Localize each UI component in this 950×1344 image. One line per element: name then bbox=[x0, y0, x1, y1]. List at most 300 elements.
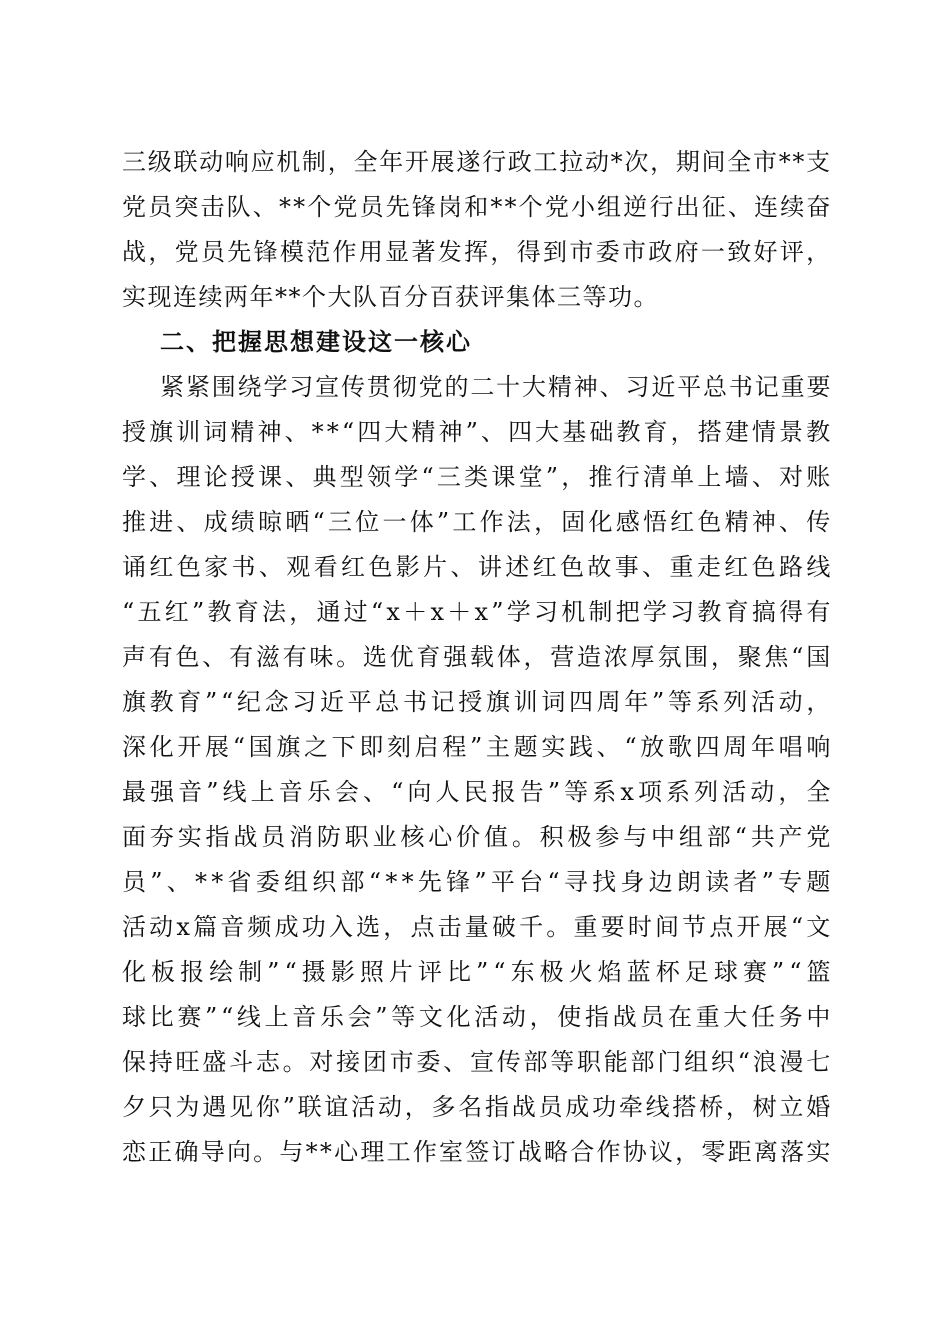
glyph: 杯 bbox=[655, 958, 682, 986]
glyph: 消 bbox=[289, 823, 315, 851]
glyph: 应 bbox=[250, 148, 277, 176]
glyph: 、 bbox=[166, 868, 193, 896]
glyph: “ bbox=[791, 643, 805, 671]
glyph: 击 bbox=[200, 193, 226, 221]
glyph: ， bbox=[534, 508, 560, 536]
paragraph-line bbox=[122, 635, 832, 680]
glyph: 围 bbox=[684, 643, 710, 671]
glyph: 室 bbox=[439, 1138, 465, 1166]
glyph: 七 bbox=[806, 1048, 832, 1076]
paragraph-line bbox=[122, 455, 832, 500]
glyph: 实 bbox=[177, 823, 204, 851]
glyph: 战 bbox=[122, 238, 148, 266]
glyph: ” bbox=[474, 868, 489, 896]
glyph: 化 bbox=[588, 508, 614, 536]
glyph: 法 bbox=[261, 598, 288, 626]
glyph: “ bbox=[122, 598, 136, 626]
glyph: 告 bbox=[519, 778, 546, 806]
glyph: 搞 bbox=[751, 598, 778, 626]
glyph: ， bbox=[561, 463, 587, 491]
glyph: 极 bbox=[539, 958, 566, 986]
glyph: 在 bbox=[667, 1003, 694, 1031]
glyph: 员 bbox=[148, 193, 174, 221]
glyph: 见 bbox=[229, 1093, 255, 1121]
glyph: 色 bbox=[368, 553, 394, 581]
glyph: 滋 bbox=[255, 643, 282, 671]
glyph: * bbox=[211, 868, 225, 896]
glyph: 板 bbox=[151, 958, 177, 986]
glyph: 三 bbox=[328, 508, 354, 536]
glyph: ， bbox=[778, 778, 804, 806]
glyph: 宣 bbox=[315, 373, 341, 401]
glyph: 参 bbox=[595, 823, 621, 851]
glyph: 动 bbox=[501, 1003, 528, 1031]
glyph: 显 bbox=[385, 238, 411, 266]
glyph: * bbox=[278, 193, 293, 221]
glyph: 得 bbox=[516, 238, 543, 266]
glyph: 民 bbox=[463, 778, 490, 806]
glyph: 四 bbox=[508, 418, 534, 446]
glyph: 红 bbox=[670, 508, 696, 536]
glyph: 个 bbox=[307, 193, 333, 221]
glyph: “ bbox=[220, 688, 235, 716]
glyph: 身 bbox=[620, 868, 646, 896]
glyph: 授 bbox=[458, 688, 484, 716]
glyph: 四 bbox=[568, 688, 595, 716]
glyph: 大 bbox=[535, 418, 561, 446]
glyph: 系 bbox=[592, 778, 618, 806]
paragraph-1 bbox=[122, 140, 832, 320]
glyph: 课 bbox=[491, 463, 517, 491]
glyph: 论 bbox=[203, 463, 230, 491]
glyph: 政 bbox=[507, 148, 534, 176]
glyph: 指 bbox=[485, 1093, 511, 1121]
glyph: ” bbox=[150, 868, 165, 896]
glyph: 音 bbox=[220, 913, 246, 941]
glyph: * bbox=[195, 868, 209, 896]
glyph: 育 bbox=[416, 643, 442, 671]
glyph: ， bbox=[650, 148, 676, 176]
glyph: 进 bbox=[149, 508, 175, 536]
glyph: 有 bbox=[148, 643, 175, 671]
glyph: 系 bbox=[666, 778, 692, 806]
glyph: “ bbox=[737, 1048, 752, 1076]
glyph: 训 bbox=[513, 688, 540, 716]
paragraph-line bbox=[122, 140, 832, 185]
glyph: 音 bbox=[278, 778, 305, 806]
glyph: 组 bbox=[597, 193, 623, 221]
glyph: 动 bbox=[199, 148, 225, 176]
glyph: * bbox=[319, 1138, 334, 1166]
glyph: 习 bbox=[670, 598, 696, 626]
glyph: * bbox=[490, 193, 504, 221]
glyph: 神 bbox=[438, 418, 464, 446]
glyph: 报 bbox=[491, 778, 518, 806]
glyph: 学 bbox=[263, 373, 289, 401]
glyph: 类 bbox=[464, 463, 490, 491]
glyph: 织 bbox=[710, 1048, 737, 1076]
glyph: 四 bbox=[357, 418, 383, 446]
glyph: ， bbox=[675, 1138, 701, 1166]
glyph: ， bbox=[806, 238, 832, 266]
glyph: * bbox=[401, 868, 416, 896]
glyph: 行 bbox=[482, 148, 508, 176]
glyph: 书 bbox=[402, 688, 429, 716]
glyph: 蓝 bbox=[626, 958, 653, 986]
glyph: 固 bbox=[561, 508, 587, 536]
paragraph-line bbox=[122, 545, 832, 590]
glyph: 、 bbox=[285, 463, 311, 491]
glyph: * bbox=[326, 418, 341, 446]
glyph: ” bbox=[282, 1093, 297, 1121]
glyph: 省 bbox=[227, 868, 254, 896]
glyph: 门 bbox=[657, 1048, 683, 1076]
glyph: 政 bbox=[648, 238, 674, 266]
glyph: 有 bbox=[806, 598, 832, 626]
glyph: ＋ bbox=[403, 598, 429, 626]
glyph: 作 bbox=[479, 508, 506, 536]
glyph: 期 bbox=[675, 148, 702, 176]
glyph: 训 bbox=[176, 418, 202, 446]
glyph: 和 bbox=[464, 193, 490, 221]
glyph: 主 bbox=[485, 733, 512, 761]
paragraph-line bbox=[122, 725, 832, 770]
glyph: 味 bbox=[309, 643, 335, 671]
glyph: 距 bbox=[727, 1138, 754, 1166]
glyph: 党 bbox=[418, 373, 445, 401]
glyph: 过 bbox=[343, 598, 370, 626]
glyph: 线 bbox=[222, 778, 249, 806]
glyph: 绕 bbox=[237, 373, 264, 401]
glyph: 总 bbox=[375, 688, 401, 716]
glyph: 绩 bbox=[230, 508, 257, 536]
glyph: 、 bbox=[450, 553, 476, 581]
glyph: 旗 bbox=[149, 418, 175, 446]
glyph: 乐 bbox=[319, 1003, 346, 1031]
glyph: ” bbox=[205, 688, 219, 716]
glyph: 锋 bbox=[411, 193, 438, 221]
glyph: 赛 bbox=[742, 958, 769, 986]
glyph: 浪 bbox=[752, 1048, 779, 1076]
paragraph-line bbox=[122, 815, 832, 860]
glyph: 精 bbox=[230, 418, 256, 446]
glyph: 府 bbox=[674, 238, 701, 266]
glyph: 重 bbox=[695, 1003, 722, 1031]
glyph: 列 bbox=[694, 778, 720, 806]
glyph: 近 bbox=[651, 373, 677, 401]
glyph: 精 bbox=[724, 508, 751, 536]
glyph: 年 bbox=[624, 688, 650, 716]
glyph: 活 bbox=[351, 1093, 377, 1121]
glyph: 理 bbox=[176, 463, 202, 491]
glyph: 旺 bbox=[175, 1048, 202, 1076]
glyph: 时 bbox=[627, 913, 654, 941]
paragraph-line bbox=[122, 680, 832, 725]
glyph: 报 bbox=[180, 958, 206, 986]
glyph: 推 bbox=[588, 463, 614, 491]
glyph: 营 bbox=[550, 643, 576, 671]
glyph: 文 bbox=[806, 913, 832, 941]
glyph: 优 bbox=[389, 643, 416, 671]
glyph: 个 bbox=[518, 193, 545, 221]
glyph: 足 bbox=[684, 958, 711, 986]
glyph: 到 bbox=[543, 238, 569, 266]
glyph: 音 bbox=[178, 778, 204, 806]
glyph: 色 bbox=[175, 643, 202, 671]
glyph: 搭 bbox=[697, 418, 724, 446]
glyph: 中 bbox=[651, 823, 677, 851]
glyph: 上 bbox=[264, 1003, 291, 1031]
glyph: 国 bbox=[248, 733, 275, 761]
glyph: 漫 bbox=[779, 1048, 805, 1076]
glyph: 精 bbox=[547, 373, 574, 401]
glyph: 大 bbox=[384, 418, 410, 446]
glyph: 量 bbox=[464, 913, 491, 941]
glyph: 、 bbox=[362, 778, 389, 806]
glyph: 感 bbox=[615, 508, 642, 536]
glyph: 名 bbox=[458, 1093, 484, 1121]
glyph: 成 bbox=[203, 508, 230, 536]
glyph: 树 bbox=[752, 1093, 779, 1121]
glyph: 斗 bbox=[229, 1048, 255, 1076]
glyph: 路 bbox=[779, 553, 805, 581]
glyph: 先 bbox=[385, 193, 412, 221]
glyph: 比 bbox=[446, 958, 473, 986]
glyph: 旗 bbox=[485, 688, 512, 716]
glyph: 部 bbox=[523, 1048, 549, 1076]
glyph: 点 bbox=[410, 913, 436, 941]
glyph: 化 bbox=[446, 1003, 473, 1031]
glyph: 织 bbox=[312, 868, 338, 896]
glyph: 学 bbox=[394, 463, 420, 491]
glyph: 周 bbox=[596, 688, 623, 716]
glyph: 教 bbox=[616, 418, 642, 446]
glyph: 近 bbox=[319, 688, 346, 716]
glyph: 部 bbox=[706, 823, 733, 851]
glyph: ” bbox=[470, 733, 484, 761]
glyph: 火 bbox=[568, 958, 595, 986]
glyph: ” bbox=[761, 868, 776, 896]
glyph: 开 bbox=[177, 733, 203, 761]
glyph: 化 bbox=[122, 958, 148, 986]
glyph: 面 bbox=[122, 823, 148, 851]
glyph: “ bbox=[624, 733, 639, 761]
glyph: 联 bbox=[173, 148, 199, 176]
glyph: 学 bbox=[642, 598, 669, 626]
glyph: 色 bbox=[697, 508, 723, 536]
glyph: ， bbox=[490, 238, 516, 266]
paragraph-line bbox=[122, 860, 832, 905]
glyph: 极 bbox=[567, 823, 593, 851]
glyph: 词 bbox=[203, 418, 229, 446]
glyph: 书 bbox=[231, 553, 257, 581]
glyph: 教 bbox=[149, 688, 176, 716]
glyph: “ bbox=[232, 733, 247, 761]
glyph: 三 bbox=[122, 148, 148, 176]
glyph: 为 bbox=[175, 1093, 202, 1121]
paragraph-line bbox=[122, 1085, 832, 1130]
glyph: 色 bbox=[176, 553, 203, 581]
glyph: 向 bbox=[226, 1138, 253, 1166]
glyph: 战 bbox=[517, 1138, 544, 1166]
glyph: 、 bbox=[258, 553, 285, 581]
glyph: 锋 bbox=[253, 238, 280, 266]
glyph: 千 bbox=[519, 913, 545, 941]
glyph: 响 bbox=[806, 733, 832, 761]
glyph: 一 bbox=[382, 508, 408, 536]
glyph: 、 bbox=[284, 418, 311, 446]
glyph: ， bbox=[725, 1093, 752, 1121]
glyph: 比 bbox=[149, 1003, 176, 1031]
glyph: ” bbox=[652, 688, 666, 716]
glyph: * bbox=[311, 418, 326, 446]
glyph: 党 bbox=[806, 823, 832, 851]
glyph: 红 bbox=[341, 553, 367, 581]
glyph: 有 bbox=[229, 643, 255, 671]
glyph: 片 bbox=[388, 958, 415, 986]
glyph: ” bbox=[545, 463, 560, 491]
glyph: 化 bbox=[149, 733, 176, 761]
glyph: 诵 bbox=[122, 553, 148, 581]
glyph: 习 bbox=[289, 373, 315, 401]
glyph: 多 bbox=[431, 1093, 457, 1121]
glyph: 育 bbox=[724, 598, 751, 626]
glyph: 桥 bbox=[699, 1093, 725, 1121]
glyph: 评 bbox=[417, 958, 444, 986]
glyph: ” bbox=[436, 508, 451, 536]
glyph: 价 bbox=[456, 823, 482, 851]
glyph: 机 bbox=[561, 598, 587, 626]
glyph: 纪 bbox=[236, 688, 263, 716]
glyph: 共 bbox=[750, 823, 777, 851]
glyph: 作 bbox=[412, 1138, 439, 1166]
glyph: 工 bbox=[533, 148, 559, 176]
glyph: 歌 bbox=[667, 733, 694, 761]
glyph: ， bbox=[529, 1003, 556, 1031]
glyph: 传 bbox=[806, 508, 832, 536]
glyph: ” bbox=[547, 778, 562, 806]
glyph: 连 bbox=[754, 193, 780, 221]
glyph: 者 bbox=[733, 868, 759, 896]
glyph: 教 bbox=[697, 598, 723, 626]
glyph: 氛 bbox=[657, 643, 683, 671]
glyph: 线 bbox=[806, 553, 832, 581]
glyph: * bbox=[305, 1138, 320, 1166]
glyph: 行 bbox=[615, 463, 642, 491]
glyph: 模 bbox=[279, 238, 306, 266]
glyph: 行 bbox=[649, 193, 675, 221]
paragraph-2 bbox=[122, 365, 832, 1175]
glyph: 围 bbox=[211, 373, 238, 401]
glyph: 传 bbox=[496, 1048, 523, 1076]
glyph: 制 bbox=[588, 598, 614, 626]
glyph: 好 bbox=[753, 238, 779, 266]
glyph: 续 bbox=[780, 193, 806, 221]
glyph: * bbox=[778, 148, 793, 176]
glyph: 动 bbox=[377, 1093, 404, 1121]
glyph: 东 bbox=[510, 958, 537, 986]
paragraph-line bbox=[122, 185, 832, 230]
glyph: 值 bbox=[483, 823, 510, 851]
glyph: 市 bbox=[569, 238, 595, 266]
glyph: 晒 bbox=[285, 508, 311, 536]
glyph: 你 bbox=[255, 1093, 282, 1121]
glyph: 边 bbox=[648, 868, 675, 896]
glyph: 程 bbox=[442, 733, 468, 761]
glyph: 讲 bbox=[477, 553, 504, 581]
glyph: 战 bbox=[511, 1093, 538, 1121]
glyph: 教 bbox=[806, 418, 832, 446]
glyph: 对 bbox=[779, 463, 805, 491]
glyph: 重 bbox=[780, 373, 807, 401]
glyph: 线 bbox=[645, 1093, 672, 1121]
glyph: 推 bbox=[122, 508, 148, 536]
paragraph-line bbox=[122, 1130, 832, 1175]
glyph: “ bbox=[547, 868, 562, 896]
glyph: 国 bbox=[806, 643, 832, 671]
glyph: 学 bbox=[506, 598, 533, 626]
glyph: 记 bbox=[754, 373, 781, 401]
glyph: 间 bbox=[701, 148, 728, 176]
glyph: 平 bbox=[677, 373, 703, 401]
glyph: 成 bbox=[565, 1093, 591, 1121]
glyph: 声 bbox=[122, 643, 148, 671]
glyph: 旗 bbox=[122, 688, 148, 716]
glyph: 全 bbox=[727, 148, 753, 176]
glyph: 台 bbox=[519, 868, 545, 896]
glyph: 观 bbox=[286, 553, 312, 581]
glyph: 制 bbox=[238, 958, 264, 986]
glyph: 寻 bbox=[563, 868, 590, 896]
glyph: 三 bbox=[436, 463, 463, 491]
glyph: 篮 bbox=[806, 958, 832, 986]
paragraph-line: 实现连续两年**个大队百分百获评集体三等功。 bbox=[122, 283, 659, 311]
glyph: 、 bbox=[176, 508, 202, 536]
glyph: 活 bbox=[750, 688, 777, 716]
glyph: x bbox=[430, 598, 446, 626]
glyph: ， bbox=[523, 643, 549, 671]
glyph: 、 bbox=[751, 463, 778, 491]
glyph: ” bbox=[491, 598, 506, 626]
glyph: 型 bbox=[339, 463, 366, 491]
glyph: 全 bbox=[806, 778, 832, 806]
glyph: 育 bbox=[234, 598, 261, 626]
glyph: 即 bbox=[359, 733, 385, 761]
glyph: 唱 bbox=[778, 733, 805, 761]
glyph: 功 bbox=[301, 913, 328, 941]
glyph: 中 bbox=[806, 1003, 832, 1031]
glyph: “ bbox=[790, 913, 805, 941]
glyph: 落 bbox=[780, 1138, 806, 1166]
paragraph-line bbox=[122, 950, 832, 995]
glyph: 出 bbox=[675, 193, 702, 221]
glyph: 心 bbox=[428, 823, 454, 851]
glyph: 盛 bbox=[202, 1048, 228, 1076]
glyph: 签 bbox=[465, 1138, 491, 1166]
glyph: 夕 bbox=[122, 1093, 148, 1121]
glyph: 启 bbox=[414, 733, 441, 761]
glyph: 词 bbox=[541, 688, 567, 716]
glyph: 动 bbox=[778, 688, 805, 716]
glyph: 清 bbox=[642, 463, 669, 491]
glyph: 账 bbox=[806, 463, 832, 491]
glyph: “ bbox=[493, 958, 508, 986]
glyph: 功 bbox=[592, 1093, 618, 1121]
glyph: x bbox=[386, 598, 402, 626]
glyph: 正 bbox=[148, 1138, 174, 1166]
glyph: 选 bbox=[362, 643, 389, 671]
glyph: 年 bbox=[750, 733, 777, 761]
